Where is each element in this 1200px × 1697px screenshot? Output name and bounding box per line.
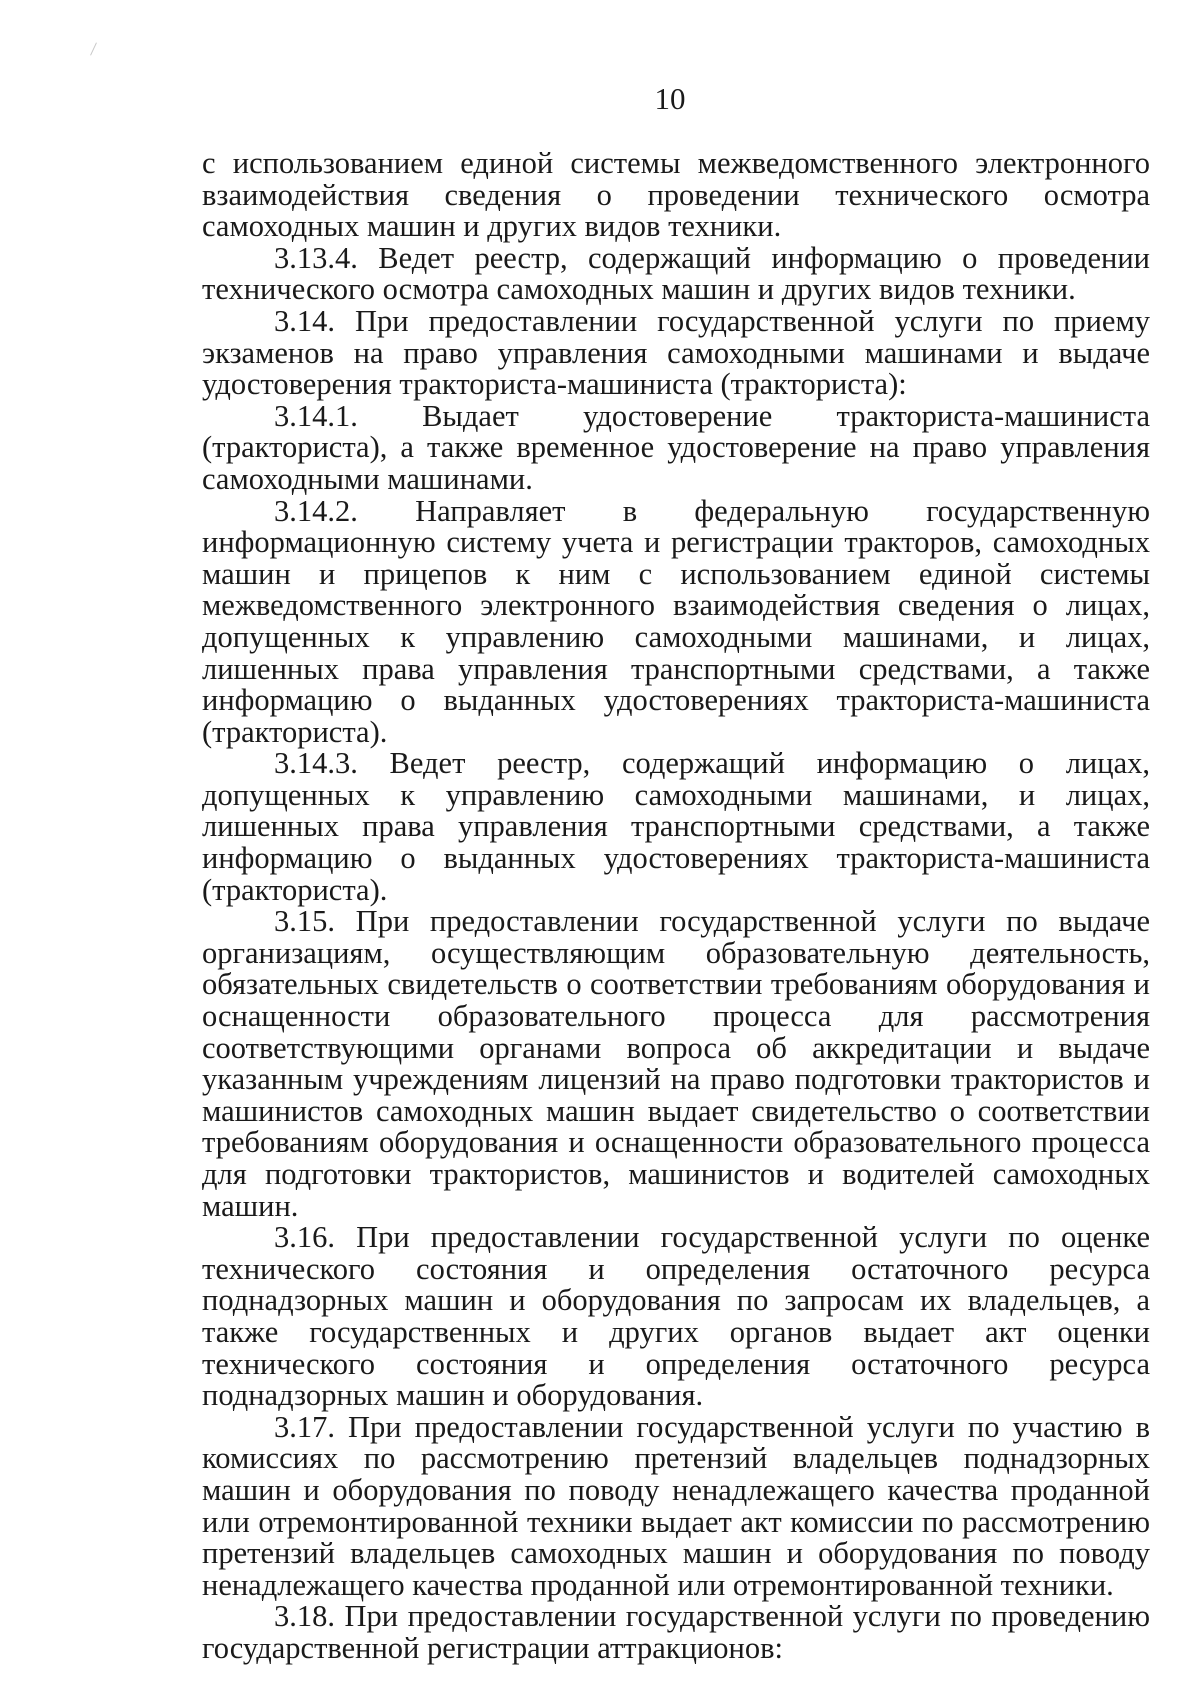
paragraph-3-14: 3.14. При предоставлении государственной услуги по приему экзаменов на право управления самоходными машинами и выдаче удостоверения тракториста-машиниста (тракториста): [202,303,1150,402]
paragraph-3-17: 3.17. При предоставлении государственной услуги по участию в комиссиях по рассмотрению претензий владельцев поднадзорных машин и оборудования по поводу ненадлежащего качества проданной или отремонтированной техники выдает акт комиссии по рассмотрению претензий владельцев самоходных машин и оборудования по поводу ненадлежащего качества проданной или отремонтированной техники. [202,1409,1150,1602]
paragraph-3-18: 3.18. При предоставлении государственной услуги по проведению государственной регистрации аттракционов: [202,1599,1150,1665]
paragraph-3-14-3: 3.14.3. Ведет реестр, содержащий информацию о лицах, допущенных к управлению самоходными машинами, и лицах, лишенных права управления транспортными средствами, а также информацию о выданных удостоверениях тракториста-машиниста (тракториста). [202,746,1150,907]
paragraph-3-16: 3.16. При предоставлении государственной услуги по оценке технического состояния и определения остаточного ресурса поднадзорных машин и оборудования по запросам их владельцев, а также государственных и других органов выдает акт оценки технического состояния и определения остаточного ресурса поднадзорных машин и оборудования. [202,1220,1150,1413]
paragraph-continuation: с использованием единой системы межведомственного электронного взаимодействия сведения о проведении технического осмотра самоходных машин и других видов техники. [202,146,1150,244]
paragraph-3-14-1: 3.14.1. Выдает удостоверение тракториста-машиниста (тракториста), а также временное удостоверение на право управления самоходными машинами. [202,398,1150,496]
paragraph-3-14-2: 3.14.2. Направляет в федеральную государственную информационную систему учета и регистрации тракторов, самоходных машин и прицепов к ним с использованием единой системы межведомственного электронного взаимодействия сведения о лицах, допущенных к управлению самоходными машинами, и лицах, лишенных права управления транспортными средствами, а также информацию о выданных удостоверениях тракториста-машиниста (тракториста). [202,493,1150,749]
page-number: 10 [654,81,686,116]
paragraph-3-15: 3.15. При предоставлении государственной услуги по выдаче организациям, осуществляющим образовательную деятельность, обязательных свидетельств о соответствии требованиям оборудования и оснащенности образовательного процесса для рассмотрения соответствующими органами вопроса об аккредитации и выдаче указанным учреждениям лицензий на право подготовки трактористов и машинистов самоходных машин выдает свидетельство о соответствии требованиям оборудования и оснащенности образовательного процесса для подготовки трактористов, машинистов и водителей самоходных машин. [202,904,1150,1223]
document-body [202,148,1150,1665]
paragraph-3-13-4: 3.13.4. Ведет реестр, содержащий информацию о проведении технического осмотра самоходных машин и других видов техники. [202,240,1150,307]
scan-artifact [90,42,97,55]
